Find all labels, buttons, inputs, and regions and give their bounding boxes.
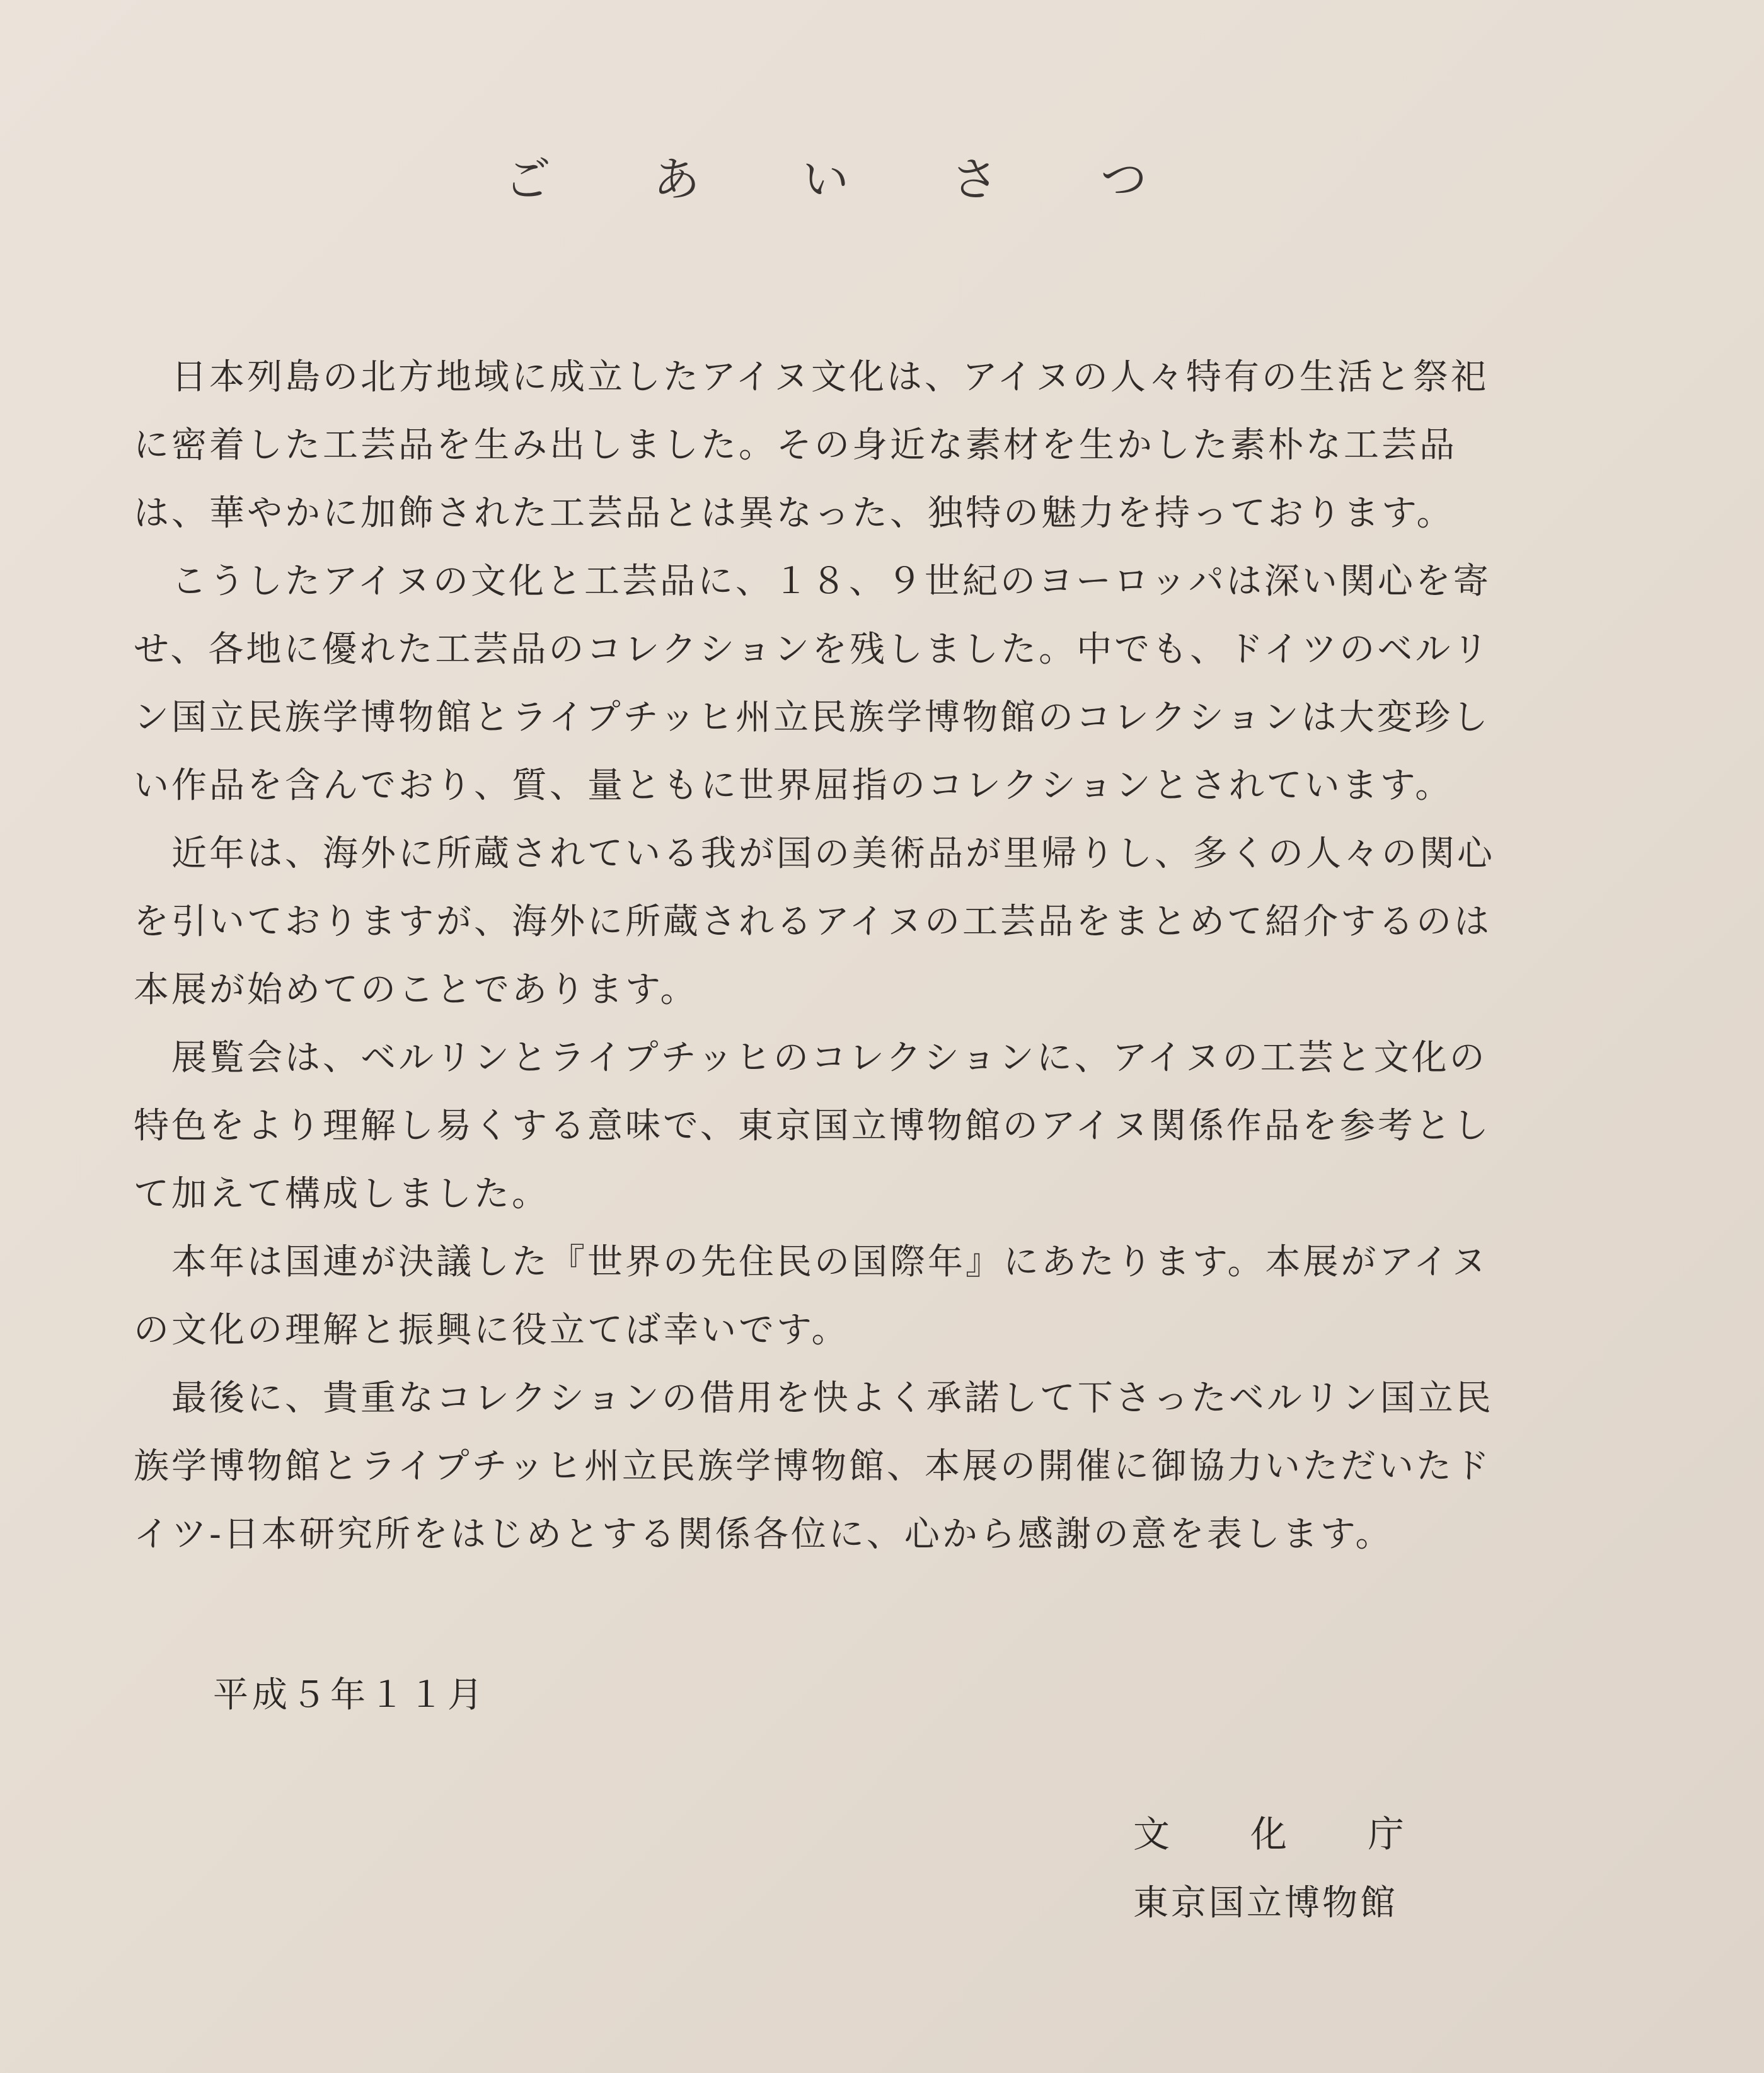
paragraph-exhibition-structure: 展覧会は、ベルリンとライプチッヒのコレクションに、アイヌの工芸と文化の特色をより理解し易くする意味で、東京国立博物館のアイヌ関係作品を参考として加えて構成しました。 <box>134 1037 1491 1215</box>
paragraph-europe-collections: こうしたアイヌの文化と工芸品に、１８、９世紀のヨーロッパは深い関心を寄せ、各地に優れた工芸品のコレクションを残しました。中でも、ドイツのベルリン国立民族学博物館とライプチッヒ州立民族学博物館のコレクションは大変珍しい作品を含んでおり、質、量ともに世界屈指のコレクションとされています。 <box>134 561 1491 806</box>
paragraph-indigenous-year: 本年は国連が決議した『世界の先住民の国際年』にあたります。本展がアイヌの文化の理解と振興に役立てば幸いです。 <box>134 1242 1489 1351</box>
title-char: さ <box>951 153 998 207</box>
title-char: い <box>802 153 849 207</box>
signature-agency-char: 庁 <box>1367 1813 1404 1856</box>
title-char: ご <box>504 153 551 207</box>
signature-museum: 東京国立博物館 <box>1133 1883 1398 1924</box>
signature-agency-char: 文 <box>1133 1813 1170 1856</box>
title-char: つ <box>1100 153 1147 207</box>
signature-agency <box>1133 1803 1404 1866</box>
paragraph-first-exhibition: 近年は、海外に所蔵されている我が国の美術品が里帰りし、多くの人々の関心を引いておりますが、海外に所蔵されるアイヌの工芸品をまとめて紹介するのは本展が始めてのことであります。 <box>134 833 1495 1010</box>
signature-agency-char: 化 <box>1250 1813 1287 1856</box>
greeting-body <box>134 344 1520 1569</box>
title-char: あ <box>653 153 700 207</box>
paragraph-acknowledgements: 最後に、貴重なコレクションの借用を快よく承諾して下さったベルリン国立民族学博物館とライプチッヒ州立民族学博物館、本展の開催に御協力いただいたドイツ-日本研究所をはじめとする関係各位に、心から感謝の意を表します。 <box>134 1378 1494 1555</box>
date-line: 平成５年１１月 <box>213 1675 487 1716</box>
page-title <box>504 145 1147 214</box>
paragraph-intro: 日本列島の北方地域に成立したアイヌ文化は、アイヌの人々特有の生活と祭祀に密着した工芸品を生み出しました。その身近な素材を生かした素朴な工芸品は、華やかに加飾された工芸品とは異なった、独特の魅力を持っております。 <box>134 357 1489 534</box>
